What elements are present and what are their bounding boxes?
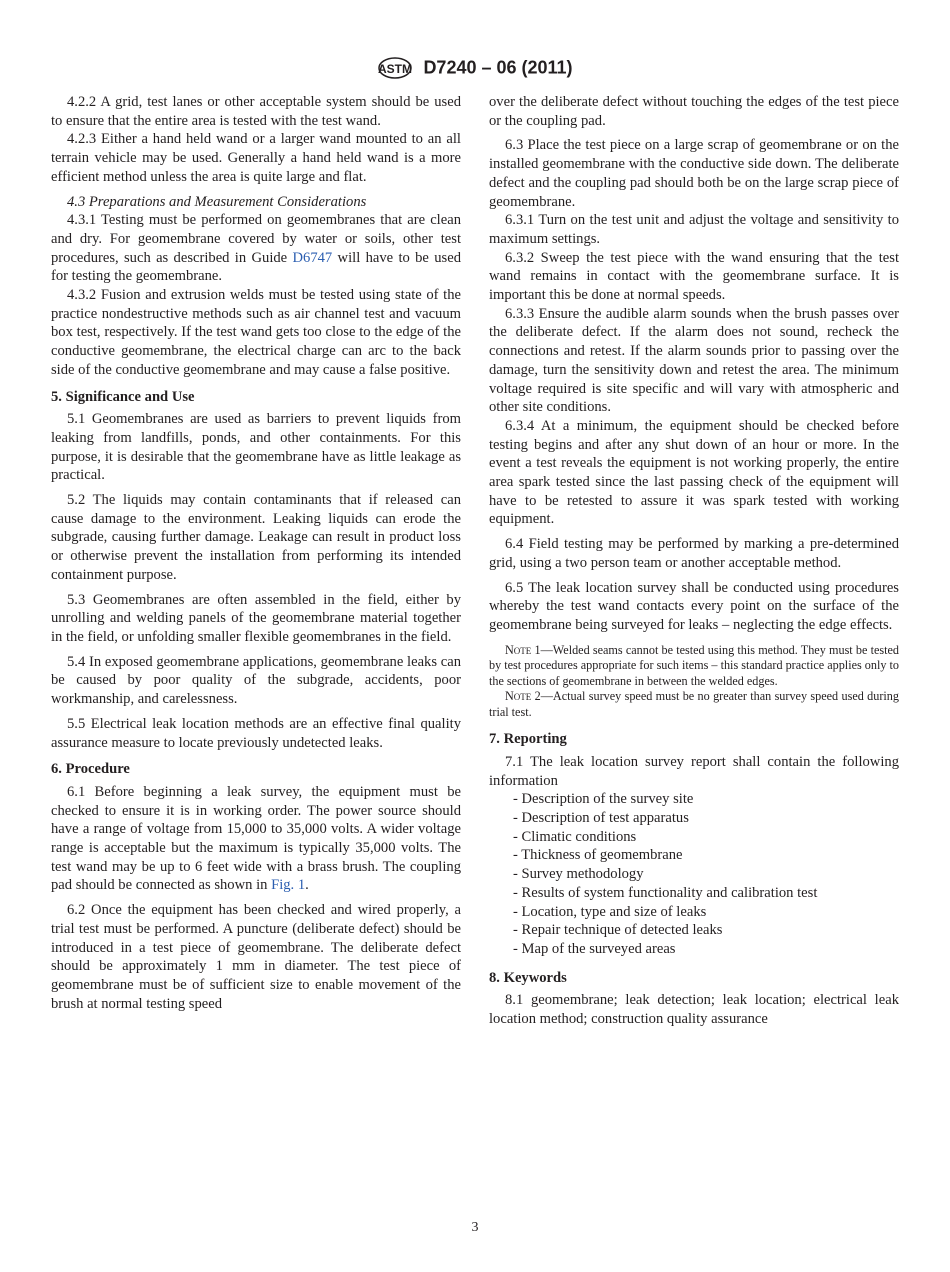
svg-text:ASTM: ASTM <box>378 62 413 76</box>
paragraph-4-2-2: 4.2.2 A grid, test lanes or other acceptable system should be used to ensure that the entire area is tested with the test wand. <box>51 94 461 129</box>
note-2: Note 2—Actual survey speed must be no greater than survey speed used during trial test. <box>489 689 899 719</box>
paragraph-4-3-2: 4.3.2 Fusion and extrusion welds must be tested using state of the practice nondestructive methods such as air channel test and vacuum box test, respectively. If the test wand gets too close to the edge of the conductive geomembrane, the electrical charge can arc to the back side of the conductive geomembrane and may cause a false positive. <box>51 287 461 378</box>
list-item: - Thickness of geomembrane <box>513 847 683 864</box>
paragraph-5-2: 5.2 The liquids may contain contaminants that if released can cause damage to the environment. Leaking liquids can erode the subgrade, causing further damage. Leakage can result in product loss or otherwise prevent the installation from performing its intended containment purpose. <box>51 492 461 583</box>
paragraph-6-4: 6.4 Field testing may be performed by marking a pre-determined grid, using a two person team or another acceptable method. <box>489 536 899 571</box>
paragraph-7-1: 7.1 The leak location survey report shall contain the following information <box>489 753 899 789</box>
paragraph-6-3-1: 6.3.1 Turn on the test unit and adjust the voltage and sensitivity to maximum settings. <box>489 212 899 247</box>
document-designation: D7240 – 06 (2011) <box>423 57 573 78</box>
paragraph-6-3-2: 6.3.2 Sweep the test piece with the wand ensuring that the test wand remains in contact with the geomembrane surface. It is important this be done at normal speeds. <box>489 249 899 304</box>
list-item: - Repair technique of detected leaks <box>513 922 723 939</box>
link-fig-1[interactable]: Fig. 1 <box>271 877 306 894</box>
paragraph-6-3-4: 6.3.4 At a minimum, the equipment should be checked before testing begins and after any shut down of an hour or more. In the event a test reveals the equipment is not working properly, the entire area spark tested since the last passing check of the equipment will have to be retested to assure it was spark tested with working equipment. <box>489 417 899 528</box>
list-item: - Description of the survey site <box>513 791 694 808</box>
page-number: 3 <box>471 1220 479 1235</box>
paragraph-5-3: 5.3 Geomembranes are often assembled in the field, either by unrolling and welding panels of the geomembrane material together in the field, or unfolding smaller flexible geomembranes in the field. <box>51 591 461 645</box>
paragraph-5-5: 5.5 Electrical leak location methods are an effective final quality assurance measure to locate previously undetected leaks. <box>51 715 461 751</box>
section-heading-8: 8. Keywords <box>489 969 567 986</box>
list-item: - Location, type and size of leaks <box>513 903 707 920</box>
paragraph-4-2-3: 4.2.3 Either a hand held wand or a larger wand mounted to an all terrain vehicle may be used. Generally a hand held wand is a more efficient method unless the area is quite large and flat. <box>51 131 461 185</box>
list-item: - Results of system functionality and calibration test <box>513 884 818 901</box>
paragraph-6-2-continued: over the deliberate defect without touching the edges of the test piece or the coupling pad. <box>489 94 899 129</box>
paragraph-6-3-3: 6.3.3 Ensure the audible alarm sounds when the brush passes over the deliberate defect. If the alarm does not sound, recheck the connections and retest. If the alarm sounds prior to passing over the damage, turn the sensitivity down and retest the area. The minimum voltage required is site specific and will vary with atmospheric and other site conditions. <box>489 305 899 416</box>
paragraph-6-1: 6.1 Before beginning a leak survey, the equipment must be checked to ensure it is in working order. The power source should have a range of voltage from 15,000 to 35,000 volts. A wider voltage range is acceptable but the maximum is typically 35,000 volts. The test wand may be up to 6 feet wide with a brass brush. The coupling pad should be connected as shown in Fig. 1. <box>51 783 461 894</box>
paragraph-6-2: 6.2 Once the equipment has been checked and wired properly, a trial test must be performed. A puncture (deliberate defect) should be introduced in a test piece of geomembrane. The deliberate defect should be approximately 1 mm in diameter. The test piece of geomembrane must be of sufficient size to enable movement of the brush at normal testing speed <box>51 902 461 1012</box>
section-heading-5: 5. Significance and Use <box>51 388 195 405</box>
list-item: - Map of the surveyed areas <box>513 940 676 957</box>
list-item: - Survey methodology <box>513 866 644 883</box>
report-contents-list <box>489 790 899 958</box>
astm-logo-icon <box>377 54 413 82</box>
link-d6747[interactable]: D6747 <box>292 249 333 266</box>
note-1: Note 1—Welded seams cannot be tested using this method. They must be tested by test procedures appropriate for such items – this standard practice applies only to the sections of geomembrane in between the welded edges. <box>489 642 899 688</box>
paragraph-6-3: 6.3 Place the test piece on a large scrap of geomembrane or on the installed geomembrane with the conductive side down. The deliberate defect and the coupling pad should both be on the large scrap piece of geomembrane. <box>489 137 899 210</box>
right-column <box>489 93 899 1029</box>
section-heading-6: 6. Procedure <box>51 761 130 778</box>
paragraph-4-3-1: 4.3.1 Testing must be performed on geomembranes that are clean and dry. For geomembrane covered by water or soils, other test procedures, such as described in Guide D6747 will have to be used for testing the geomembrane. <box>51 212 461 285</box>
section-heading-7: 7. Reporting <box>489 731 567 748</box>
paragraph-8-1: 8.1 geomembrane; leak detection; leak location; electrical leak location method; construction quality assurance <box>489 992 899 1028</box>
left-column <box>51 93 461 1013</box>
paragraph-5-4: 5.4 In exposed geomembrane applications, geomembrane leaks can be caused by poor quality of the subgrade, accidents, poor workmanship, and carelessness. <box>51 653 461 708</box>
paragraph-6-5: 6.5 The leak location survey shall be conducted using procedures whereby the test wand contacts every point on the surface of the geomembrane being surveyed for leaks – neglecting the edge effects. <box>489 579 899 633</box>
page-header <box>0 54 950 82</box>
paragraph-4-3: 4.3 Preparations and Measurement Considerations <box>67 193 367 210</box>
list-item: - Climatic conditions <box>513 828 637 845</box>
list-item: - Description of test apparatus <box>513 810 689 826</box>
paragraph-5-1: 5.1 Geomembranes are used as barriers to prevent liquids from leaking from landfills, ponds, and other containments. For this purpose, it is desirable that the geomembrane have as little leakage as practical. <box>51 411 461 484</box>
